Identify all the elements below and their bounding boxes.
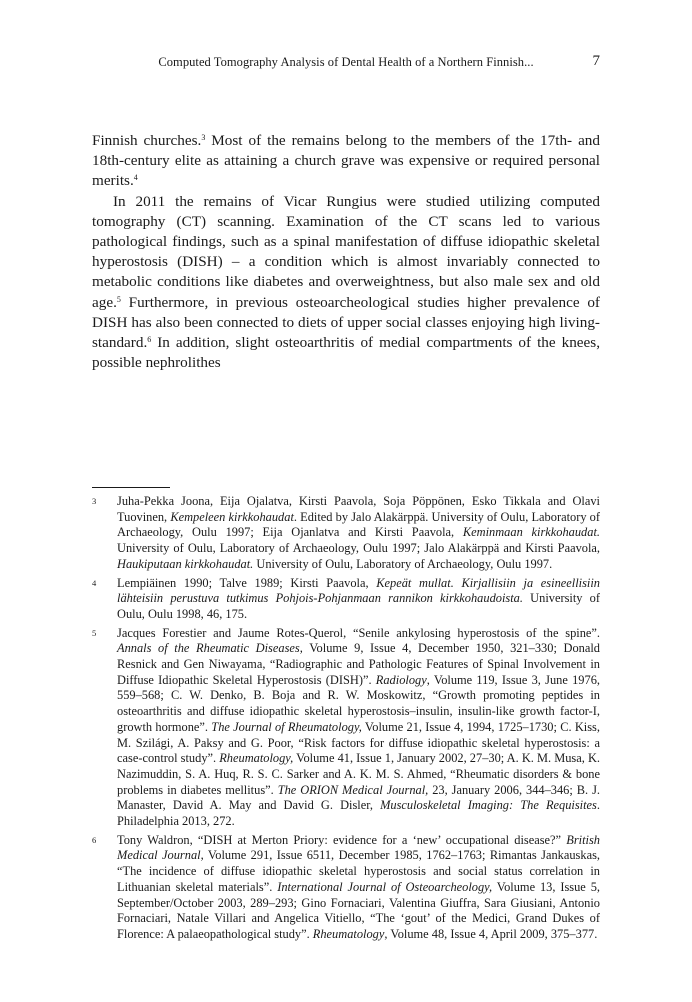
footnote-number: 5 — [92, 627, 97, 638]
footnote-title-italic: Kepeät mullat. Kirjallisiin ja esineellisiin lähteisiin perustuva tutkimus Pohjois-Pohjanmaan rannikon kirkkohaudoista. — [117, 575, 600, 606]
footnote-text: Volume 9, Issue 4, December 1950, 321–330; Donald Resnick and Gen Niwayama, “Radiographic and Pathologic Features of Spinal Involvement in Diffuse Idiopathic Skeletal Hyperostosis (DISH)”. — [117, 641, 600, 687]
footnote-text: Volume 13, Issue 5, September/October 2003, 289–293; Gino Fornaciari, Valentina Giuffra, Sara Giusiani, Antonio Fornaciari, Natale Villari and Angelica Vitiello, “The ‘gout’ of the Medici, Grand Dukes of Florence: A palaeopathological study”. — [117, 879, 600, 941]
footnote-title-italic: British Medical Journal, — [117, 832, 600, 863]
footnote-text: Juha-Pekka Joona, Eija Ojalatva, Kirsti Paavola, Soja Pöppönen, Esko Tikkala and Olavi Tuovinen, — [117, 494, 600, 524]
footnote-5 — [92, 626, 600, 830]
body-text-span: Finnish churches. — [92, 132, 202, 149]
footnote-text: . Philadelphia 2013, 272. — [117, 798, 600, 829]
footnote-title-italic: Radiology — [375, 672, 427, 687]
footnote-text: , Volume 119, Issue 3, June 1976, 559–568; C. W. Denko, B. Boja and R. W. Moskowitz, “Growth promoting peptides in osteoarthritis and diffuse idiopathic skeletal hyperostosis–insulin, insulin-like growth factor-I, growth hormone”. — [117, 672, 600, 734]
footnote-number: 6 — [92, 834, 97, 845]
footnote-title-italic: The Journal of Rheumatology, — [211, 719, 362, 734]
footnote-separator — [92, 487, 170, 488]
footnote-text: University of Oulu, Oulu 1998, 46, 175. — [117, 591, 601, 621]
footnote-text: 23, January 2006, 344–346; B. J. Manaster, David A. May and David G. Disler, — [117, 782, 600, 813]
footnote-ref-4[interactable]: 4 — [133, 173, 138, 183]
body-text-span: Most of the remains belong to the members of the 17th- and 18th-century elite as attaining a church grave was expensive or required personal merits. — [92, 132, 600, 190]
body-paragraph-1 — [92, 131, 600, 192]
footnote-4 — [92, 576, 600, 623]
footnotes — [92, 494, 600, 946]
footnote-title-italic: Kempeleen kirkkohaudat — [170, 509, 294, 524]
footnote-text: , Volume 48, Issue 4, April 2009, 375–377. — [384, 926, 598, 941]
footnote-title-italic: Musculoskeletal Imaging: The Requisites — [380, 798, 597, 813]
footnote-title-italic: Annals of the Rheumatic Diseases, — [117, 641, 303, 656]
footnote-text: Volume 21, Issue 4, 1994, 1725–1730; C. Kiss, M. Szilági, A. Paksy and G. Poor, “Risk factors for diffuse idiopathic skeletal hyperostosis: a case-control study”. — [117, 719, 600, 766]
footnote-text: Tony Waldron, “DISH at Merton Priory: evidence for a ‘new’ occupational disease?” — [117, 832, 567, 847]
footnote-ref-3[interactable]: 3 — [201, 133, 206, 142]
footnote-title-italic: The ORION Medical Journal, — [277, 782, 429, 797]
footnote-text: Lempiäinen 1990; Talve 1989; Kirsti Paavola, — [117, 575, 377, 590]
footnote-title-italic: International Journal of Osteoarcheology, — [277, 879, 493, 894]
body-text — [92, 131, 600, 373]
footnote-text: Jacques Forestier and Jaume Rotes-Querol, “Senile ankylosing hyperostosis of the spine”. — [117, 625, 600, 640]
footnote-3 — [92, 494, 600, 573]
footnote-text: Volume 41, Issue 1, January 2002, 27–30; A. K. M. Musa, K. Nazimuddin, S. A. Huq, R. S. C. Sarker and A. K. M. S. Ahmed, “Rheumatic disorders & bone problems in diabetes mellitus”. — [117, 751, 601, 797]
body-text-span: Furthermore, in previous osteoarcheological studies higher prevalence of DISH has also been connected to diets of upper social classes enjoying high living-standard. — [92, 293, 600, 352]
footnote-title-italic: Rheumatology — [312, 926, 385, 941]
body-paragraph-2 — [92, 192, 600, 374]
running-title: Computed Tomography Analysis of Dental Health of a Northern Finnish... — [158, 55, 534, 69]
footnote-text: University of Oulu, Laboratory of Archaeology, Oulu 1997. — [253, 556, 553, 571]
page-number: 7 — [592, 53, 600, 69]
footnote-ref-5[interactable]: 5 — [116, 294, 121, 304]
footnote-ref-6[interactable]: 6 — [147, 335, 152, 345]
running-header — [92, 55, 600, 73]
footnote-text: Volume 291, Issue 6511, December 1985, 1762–1763; Rimantas Jankauskas, “The incidence of diffuse idiopathic skeletal hyperostosis and social status correlation in Lithuanian skeletal materials”. — [117, 848, 600, 894]
footnote-number: 4 — [92, 577, 97, 588]
body-text-span: In 2011 the remains of Vicar Rungius were studied utilizing computed tomography (CT) scanning. Examination of the CT scans led to various pathological findings, such as a spinal manifestation of diffuse idiopathic skeletal hyperostosis (DISH) – a condition which is almost invariably connected to metabolic conditions like diabetes and overweightness, but also male sex and old age. — [92, 192, 600, 311]
footnote-title-italic: Haukiputaan kirkkohaudat. — [117, 556, 254, 571]
footnote-number: 3 — [92, 496, 97, 506]
body-text-span: In addition, slight osteoarthritis of medial compartments of the knees, possible nephrolithes — [92, 334, 600, 372]
footnote-title-italic: Rheumatology, — [219, 751, 294, 766]
footnote-text: University of Oulu, Laboratory of Archaeology, Oulu 1997; Jalo Alakärppä and Kirsti Paavola, — [117, 541, 600, 556]
footnote-text: . Edited by Jalo Alakärppä. University of Oulu, Laboratory of Archaeology, Oulu 1997; Eija Ojanlatva and Kirsti Paavola, — [117, 509, 601, 540]
footnote-6 — [92, 833, 600, 943]
footnote-title-italic: Keminmaan kirkkohaudat. — [462, 525, 600, 540]
